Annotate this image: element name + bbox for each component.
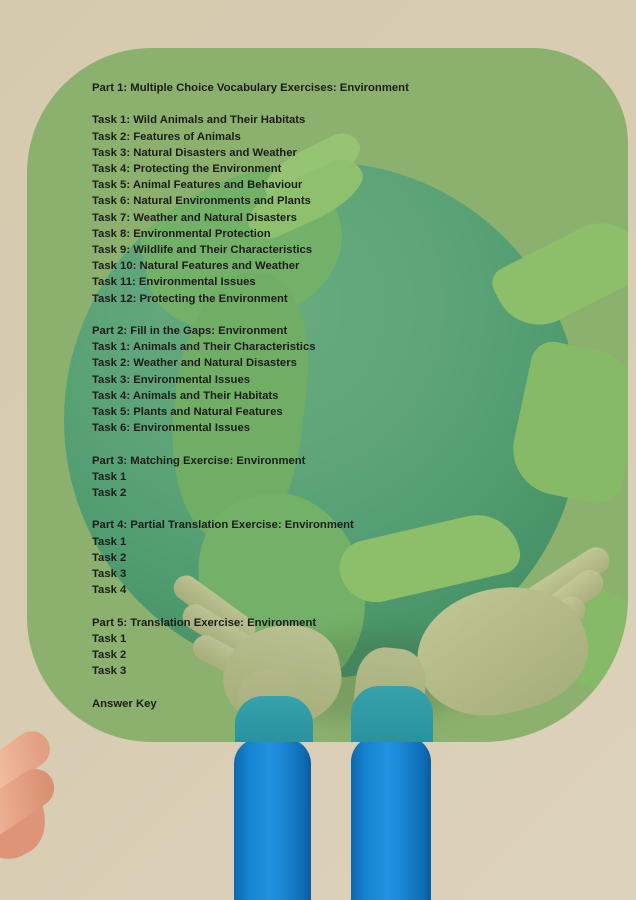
- toc-part-heading: Part 3: Matching Exercise: Environment: [92, 454, 306, 467]
- toc-task-item: Task 4: [92, 584, 127, 597]
- toc-task-item: Task 2: Weather and Natural Disasters: [92, 357, 297, 370]
- bottom-left-hand-illustration: [0, 742, 92, 877]
- toc-task-list: [92, 631, 409, 680]
- toc-section-part5: [92, 615, 409, 680]
- toc-task-item: Task 2: [92, 487, 127, 500]
- toc-answer-key: Answer Key: [92, 697, 157, 710]
- toc-task-item: Task 1: Wild Animals and Their Habitats: [92, 114, 306, 127]
- toc-part-heading: Part 5: Translation Exercise: Environment: [92, 616, 317, 629]
- toc-task-item: Task 5: Plants and Natural Features: [92, 406, 283, 419]
- toc-task-item: Task 3: [92, 665, 127, 678]
- toc-part-heading: Part 2: Fill in the Gaps: Environment: [92, 325, 288, 338]
- toc-task-list: [92, 534, 409, 599]
- toc-task-item: Task 3: Environmental Issues: [92, 373, 251, 386]
- toc-part-heading: Part 4: Partial Translation Exercise: Environment: [92, 519, 354, 532]
- toc-task-item: Task 1: [92, 535, 127, 548]
- left-arm-sleeve: [234, 738, 311, 900]
- toc-task-item: Task 2: [92, 551, 127, 564]
- toc-section-part3: [92, 453, 409, 502]
- toc-task-item: Task 3: Natural Disasters and Weather: [92, 146, 297, 159]
- toc-task-item: Task 5: Animal Features and Behaviour: [92, 179, 303, 192]
- toc-section-part1: [92, 80, 409, 307]
- toc-task-list: [92, 339, 409, 436]
- toc-task-item: Task 2: Features of Animals: [92, 130, 241, 143]
- right-arm-sleeve: [351, 736, 431, 900]
- toc-task-item: Task 7: Weather and Natural Disasters: [92, 211, 297, 224]
- toc-task-item: Task 2: [92, 649, 127, 662]
- toc-task-item: Task 1: Animals and Their Characteristics: [92, 341, 316, 354]
- toc-task-list: [92, 112, 409, 306]
- toc-task-item: Task 9: Wildlife and Their Characteristics: [92, 244, 313, 257]
- toc-task-item: Task 4: Animals and Their Habitats: [92, 389, 279, 402]
- table-of-contents: [92, 80, 409, 712]
- toc-section-part4: [92, 517, 409, 598]
- toc-task-item: Task 1: [92, 470, 127, 483]
- toc-task-item: Task 6: Environmental Issues: [92, 422, 251, 435]
- toc-section-part2: [92, 323, 409, 436]
- toc-task-item: Task 1: [92, 632, 127, 645]
- toc-task-item: Task 4: Protecting the Environment: [92, 163, 282, 175]
- toc-task-item: Task 8: Environmental Protection: [92, 227, 271, 240]
- toc-task-list: [92, 469, 409, 501]
- toc-part-heading: Part 1: Multiple Choice Vocabulary Exercises: Environment: [92, 82, 409, 94]
- toc-task-item: Task 10: Natural Features and Weather: [92, 260, 300, 273]
- toc-task-item: Task 12: Protecting the Environment: [92, 292, 288, 305]
- toc-task-item: Task 6: Natural Environments and Plants: [92, 195, 311, 208]
- toc-task-item: Task 3: [92, 568, 127, 581]
- toc-task-item: Task 11: Environmental Issues: [92, 276, 256, 289]
